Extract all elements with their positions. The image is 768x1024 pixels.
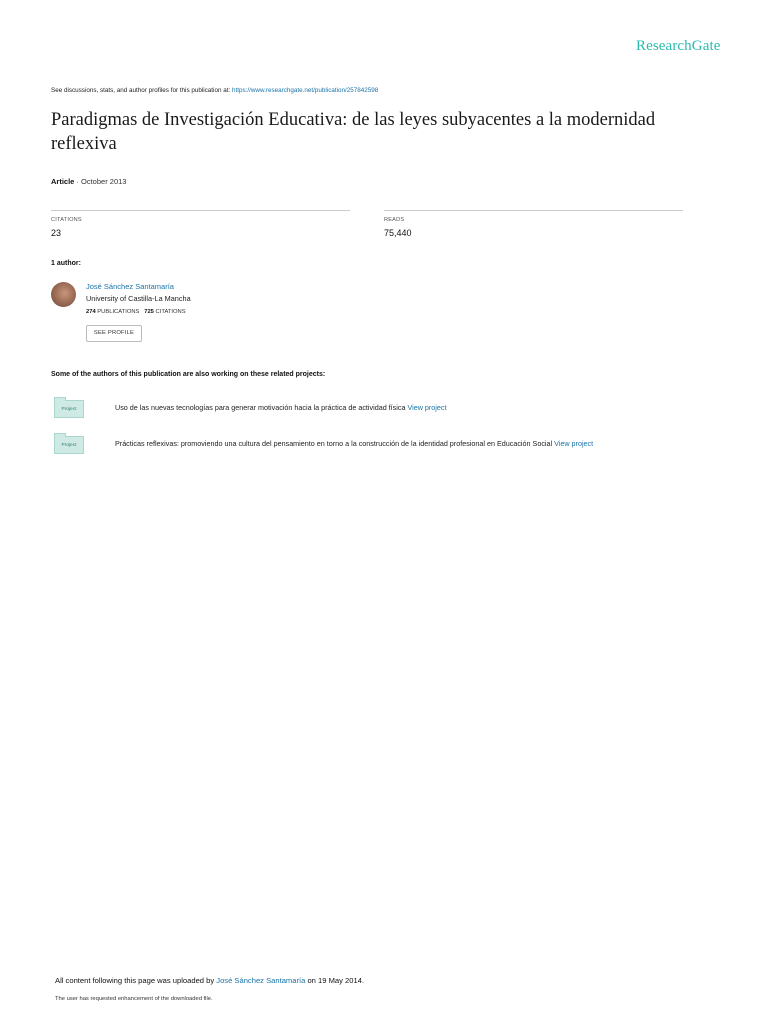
upload-prefix: All content following this page was uploaded by xyxy=(55,976,217,985)
researchgate-logo[interactable]: ResearchGate xyxy=(636,38,721,54)
citations-divider xyxy=(51,210,350,211)
author-citations-count: 725 xyxy=(144,309,154,315)
project-folder-icon xyxy=(54,400,84,418)
publication-type: Article xyxy=(51,177,75,186)
author-count: 1 author: xyxy=(51,260,81,267)
author-publications-count: 274 xyxy=(86,309,96,315)
publication-date: · October 2013 xyxy=(74,177,127,186)
publication-title: Paradigmas de Investigación Educativa: de las leyes subyacentes a la modernidad reflexiva xyxy=(51,110,656,154)
related-project-item xyxy=(115,403,447,412)
publication-url-link[interactable]: https://www.researchgate.net/publication/257842598 xyxy=(231,87,379,94)
avatar[interactable] xyxy=(51,282,76,307)
discussion-line xyxy=(51,87,378,94)
enhancement-note: The user has requested enhancement of the downloaded file. xyxy=(55,996,213,1002)
uploader-link[interactable]: José Sánchez Santamaría xyxy=(216,976,306,985)
related-project-item xyxy=(115,439,593,448)
author-name-link[interactable]: José Sánchez Santamaría xyxy=(86,282,174,291)
view-project-link[interactable]: View project xyxy=(554,439,594,448)
related-projects-heading: Some of the authors of this publication are also working on these related projects: xyxy=(51,371,326,378)
author-publications-label: PUBLICATIONS xyxy=(97,309,140,315)
publication-meta xyxy=(51,177,126,186)
citations-value: 23 xyxy=(51,228,62,238)
discussion-prefix: See discussions, stats, and author profiles for this publication at: xyxy=(51,87,232,94)
project-icon-label: Project xyxy=(61,443,77,448)
view-project-link[interactable]: View project xyxy=(407,403,447,412)
citations-label: CITATIONS xyxy=(51,217,82,223)
related-project-text: Uso de las nuevas tecnologías para generar motivación hacia la práctica de actividad física xyxy=(115,403,408,412)
reads-label: READS xyxy=(384,217,405,223)
upload-suffix: on 19 May 2014. xyxy=(305,976,365,985)
reads-value: 75,440 xyxy=(384,228,412,238)
author-stats xyxy=(86,309,186,315)
author-institution: University of Castilla-La Mancha xyxy=(86,294,191,303)
project-icon-label: Project xyxy=(61,407,77,412)
upload-info xyxy=(55,976,364,985)
project-folder-icon xyxy=(54,436,84,454)
related-project-text: Prácticas reflexivas: promoviendo una cultura del pensamiento en torno a la construcción de la identidad profesional en Educación Social xyxy=(115,439,555,448)
author-citations-label: CITATIONS xyxy=(155,309,186,315)
see-profile-button[interactable]: SEE PROFILE xyxy=(86,325,142,342)
reads-divider xyxy=(384,210,683,211)
